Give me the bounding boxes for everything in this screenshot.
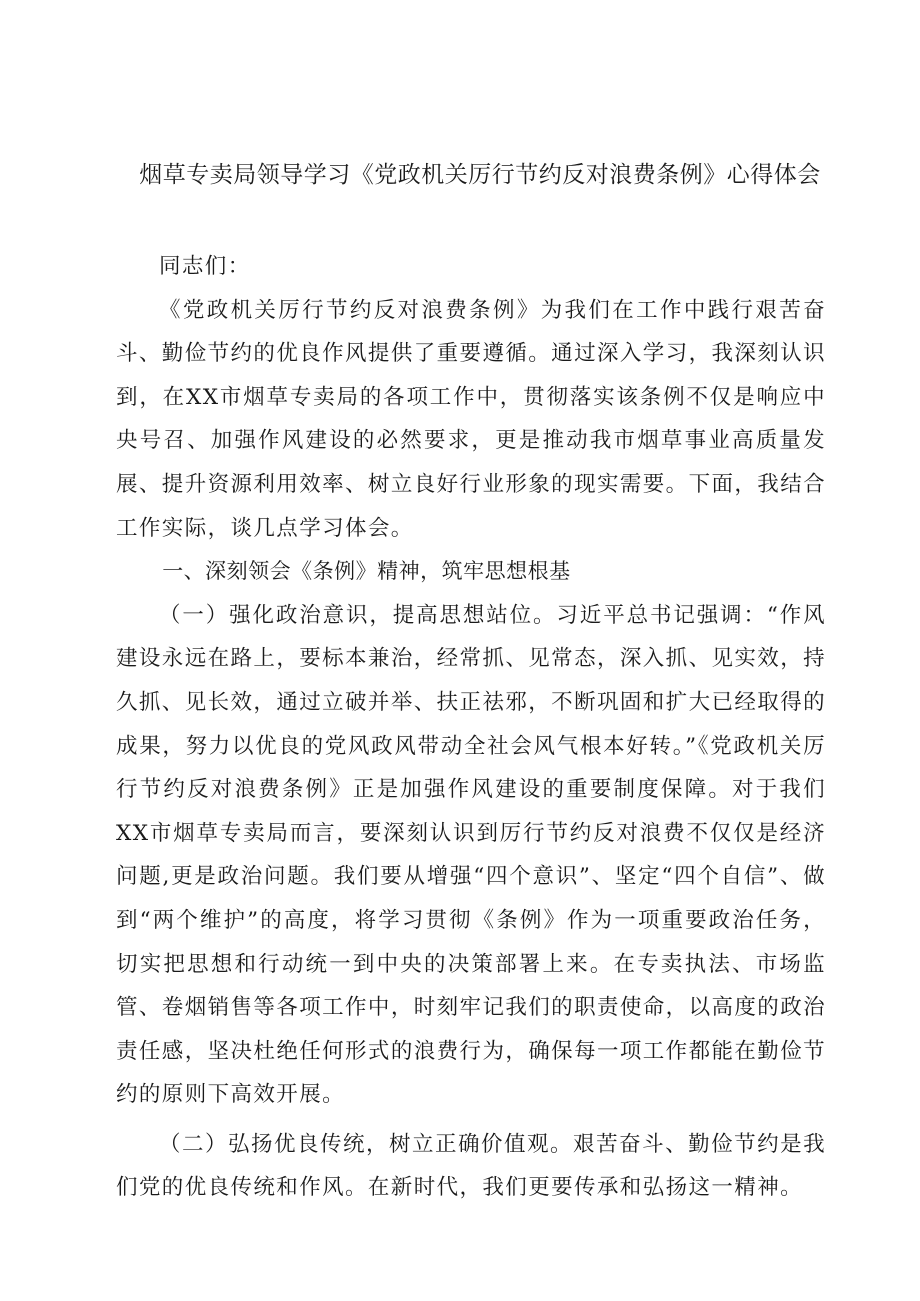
salutation: 同志们： <box>159 254 251 279</box>
paragraph-1-2: （二）弘扬优良传统，树立正确价值观。艰苦奋斗、勤俭节约是我们党的优良传统和作风。在新时代，我们更要传承和弘扬这一精神。 <box>116 1131 826 1201</box>
document-body <box>116 245 826 1210</box>
paragraph-intro: 《党政机关厉行节约反对浪费条例》为我们在工作中践行艰苦奋斗、勤俭节约的优良作风提供了重要遵循。通过深入学习，我深刻认识到，在XX市烟草专卖局的各项工作中，贯彻落实该条例不仅是响应中央号召、加强作风建设的必然要求，更是推动我市烟草事业高质量发展、提升资源利用效率、树立良好行业形象的现实需要。下面，我结合工作实际，谈几点学习体会。 <box>116 297 826 541</box>
paragraph-1-1: （一）强化政治意识，提高思想站位。习近平总书记强调：“作风建设永远在路上，要标本兼治，经常抓、见常态，深入抓、见实效，持久抓、见长效，通过立破并举、扶正祛邪，不断巩固和扩大已经取得的成果，努力以优良的党风政风带动全社会风气根本好转。”《党政机关厉行节约反对浪费条例》正是加强作风建设的重要制度保障。对于我们XX市烟草专卖局而言，要深刻认识到厉行节约反对浪费不仅仅是经济问题,更是政治问题。我们要从增强“四个意识”、坚定“四个自信”、做到“两个维护”的高度，将学习贯彻《条例》作为一项重要政治任务，切实把思想和行动统一到中央的决策部署上来。在专卖执法、市场监管、卷烟销售等各项工作中，时刻牢记我们的职责使命，以高度的政治责任感，坚决杜绝任何形式的浪费行为，确保每一项工作都能在勤俭节约的原则下高效开展。 <box>116 602 826 1108</box>
document-title: 烟草专卖局领导学习《党政机关厉行节约反对浪费条例》心得体会 <box>139 162 821 188</box>
section-heading-1: 一、深刻领会《条例》精神，筑牢思想根基 <box>162 559 571 584</box>
